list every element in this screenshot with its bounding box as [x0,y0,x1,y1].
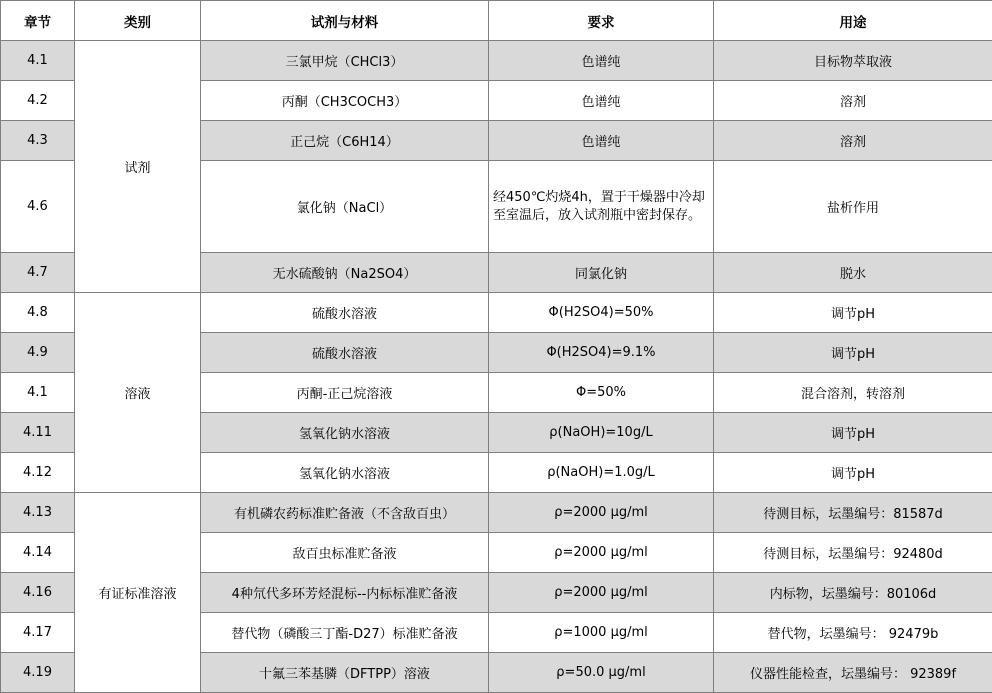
cell-material: 十氟三苯基膦（DFTPP）溶液 [201,653,489,693]
cell-material: 硫酸水溶液 [201,293,489,333]
cell-requirement: Φ(H2SO4)=9.1% [489,333,714,373]
header-category: 类别 [75,1,201,41]
cell-category: 试剂 [75,41,201,293]
cell-category: 溶液 [75,293,201,493]
cell-usage: 目标物萃取液 [714,41,992,81]
cell-material: 无水硫酸钠（Na2SO4） [201,253,489,293]
cell-usage: 调节pH [714,413,992,453]
cell-usage: 调节pH [714,293,992,333]
cell-requirement: ρ(NaOH)=10g/L [489,413,714,453]
cell-section: 4.12 [1,453,75,493]
cell-material: 4种氘代多环芳烃混标--内标标准贮备液 [201,573,489,613]
header-section: 章节 [1,1,75,41]
cell-usage: 调节pH [714,453,992,493]
cell-section: 4.16 [1,573,75,613]
cell-material: 氢氧化钠水溶液 [201,413,489,453]
table-row [1,293,992,333]
table-header [1,1,992,41]
cell-material: 丙酮（CH3COCH3） [201,81,489,121]
cell-section: 4.19 [1,653,75,693]
table-body [1,41,992,693]
cell-usage: 盐析作用 [714,161,992,253]
cell-usage: 待测目标，坛墨编号：92480d [714,533,992,573]
cell-requirement: 色谱纯 [489,121,714,161]
cell-section: 4.3 [1,121,75,161]
header-usage: 用途 [714,1,992,41]
cell-requirement: ρ=2000 μg/ml [489,533,714,573]
cell-usage: 调节pH [714,333,992,373]
cell-section: 4.14 [1,533,75,573]
cell-requirement: ρ=50.0 μg/ml [489,653,714,693]
cell-section: 4.1 [1,373,75,413]
cell-material: 敌百虫标准贮备液 [201,533,489,573]
cell-usage: 仪器性能检查，坛墨编号： 92389f [714,653,992,693]
cell-category: 有证标准溶液 [75,493,201,693]
cell-requirement: ρ(NaOH)=1.0g/L [489,453,714,493]
cell-material: 有机磷农药标准贮备液（不含敌百虫） [201,493,489,533]
cell-usage: 脱水 [714,253,992,293]
cell-section: 4.11 [1,413,75,453]
cell-requirement: 色谱纯 [489,81,714,121]
header-requirement: 要求 [489,1,714,41]
cell-requirement: ρ=1000 μg/ml [489,613,714,653]
cell-requirement: ρ=2000 μg/ml [489,493,714,533]
cell-material: 硫酸水溶液 [201,333,489,373]
cell-requirement: ρ=2000 μg/ml [489,573,714,613]
cell-requirement: Φ(H2SO4)=50% [489,293,714,333]
cell-material: 替代物（磷酸三丁酯-D27）标准贮备液 [201,613,489,653]
cell-usage: 内标物，坛墨编号：80106d [714,573,992,613]
cell-material: 氢氧化钠水溶液 [201,453,489,493]
table-row [1,493,992,533]
cell-usage: 替代物，坛墨编号： 92479b [714,613,992,653]
cell-usage: 待测目标，坛墨编号：81587d [714,493,992,533]
cell-section: 4.9 [1,333,75,373]
cell-material: 三氯甲烷（CHCl3） [201,41,489,81]
cell-section: 4.1 [1,41,75,81]
cell-section: 4.7 [1,253,75,293]
cell-section: 4.8 [1,293,75,333]
cell-requirement: 同氯化钠 [489,253,714,293]
cell-usage: 混合溶剂，转溶剂 [714,373,992,413]
cell-requirement: 色谱纯 [489,41,714,81]
cell-material: 丙酮-正己烷溶液 [201,373,489,413]
cell-material: 氯化钠（NaCl） [201,161,489,253]
cell-requirement: 经450℃灼烧4h，置于干燥器中冷却至室温后，放入试剂瓶中密封保存。 [489,161,714,253]
cell-section: 4.6 [1,161,75,253]
header-material: 试剂与材料 [201,1,489,41]
cell-requirement: Φ=50% [489,373,714,413]
cell-section: 4.13 [1,493,75,533]
cell-usage: 溶剂 [714,81,992,121]
cell-section: 4.2 [1,81,75,121]
cell-usage: 溶剂 [714,121,992,161]
header-row [1,1,992,41]
table-row [1,41,992,81]
cell-section: 4.17 [1,613,75,653]
cell-material: 正己烷（C6H14） [201,121,489,161]
